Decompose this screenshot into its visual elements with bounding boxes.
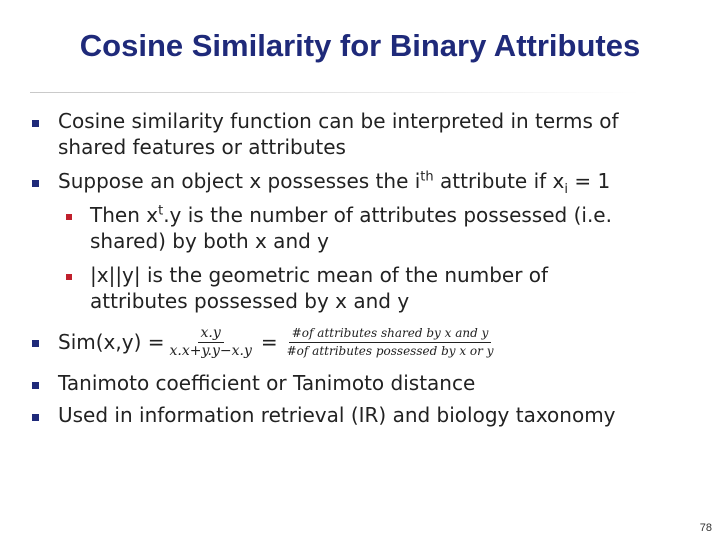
fraction-denominator: x.x+y.y−x.y	[169, 342, 252, 359]
bullet-text: shared features or attributes	[58, 135, 346, 159]
square-bullet-icon	[32, 120, 39, 127]
superscript: th	[420, 169, 434, 185]
formula-item	[30, 322, 680, 362]
subbullet-text: shared) by both x and y	[90, 229, 330, 253]
text-segment: .y is the number of attributes possessed (i.e.	[163, 203, 612, 227]
subbullet-item	[30, 262, 680, 314]
bullet-text: Used in information retrieval (IR) and biology taxonomy	[58, 403, 616, 427]
page-number: 78	[699, 522, 712, 534]
text-segment: = 1	[568, 169, 611, 193]
bullet-text: Tanimoto coefficient or Tanimoto distance	[58, 371, 476, 395]
fraction-numerator: x.y	[198, 325, 224, 343]
superscript: t	[158, 203, 164, 219]
bullet-item	[30, 168, 680, 197]
square-subbullet-icon	[66, 214, 72, 220]
bullet-item	[30, 370, 680, 396]
text-segment: Then x	[90, 203, 159, 227]
fraction-denominator: #of attributes possessed by x or y	[286, 343, 494, 358]
square-bullet-icon	[32, 340, 39, 347]
fraction-attribute-counts	[284, 325, 497, 360]
subbullet-text	[90, 202, 680, 228]
square-bullet-icon	[32, 180, 39, 187]
square-bullet-icon	[32, 382, 39, 389]
slide-title: Cosine Similarity for Binary Attributes	[79, 28, 641, 63]
fraction-dot-products	[166, 325, 254, 360]
subbullet-text: attributes possessed by x and y	[90, 289, 410, 313]
fraction-numerator: #of attributes shared by x and y	[289, 325, 492, 343]
subbullet-text: |x||y| is the geometric mean of the number of	[90, 263, 549, 287]
text-segment: attribute if x	[433, 169, 565, 193]
title-divider	[30, 92, 640, 93]
subbullet-item	[30, 202, 680, 254]
square-bullet-icon	[32, 414, 39, 421]
formula	[58, 322, 680, 362]
slide-content	[30, 108, 680, 436]
text-segment: Suppose an object x possesses the i	[58, 169, 421, 193]
square-subbullet-icon	[66, 274, 72, 280]
bullet-item	[30, 402, 680, 428]
formula-lhs: Sim(x,y) =	[58, 330, 165, 354]
subscript: i	[564, 182, 569, 197]
equals-sign: =	[260, 330, 278, 354]
bullet-item	[30, 108, 680, 160]
bullet-text	[58, 168, 680, 197]
bullet-text: Cosine similarity function can be interpreted in terms of	[58, 109, 619, 133]
